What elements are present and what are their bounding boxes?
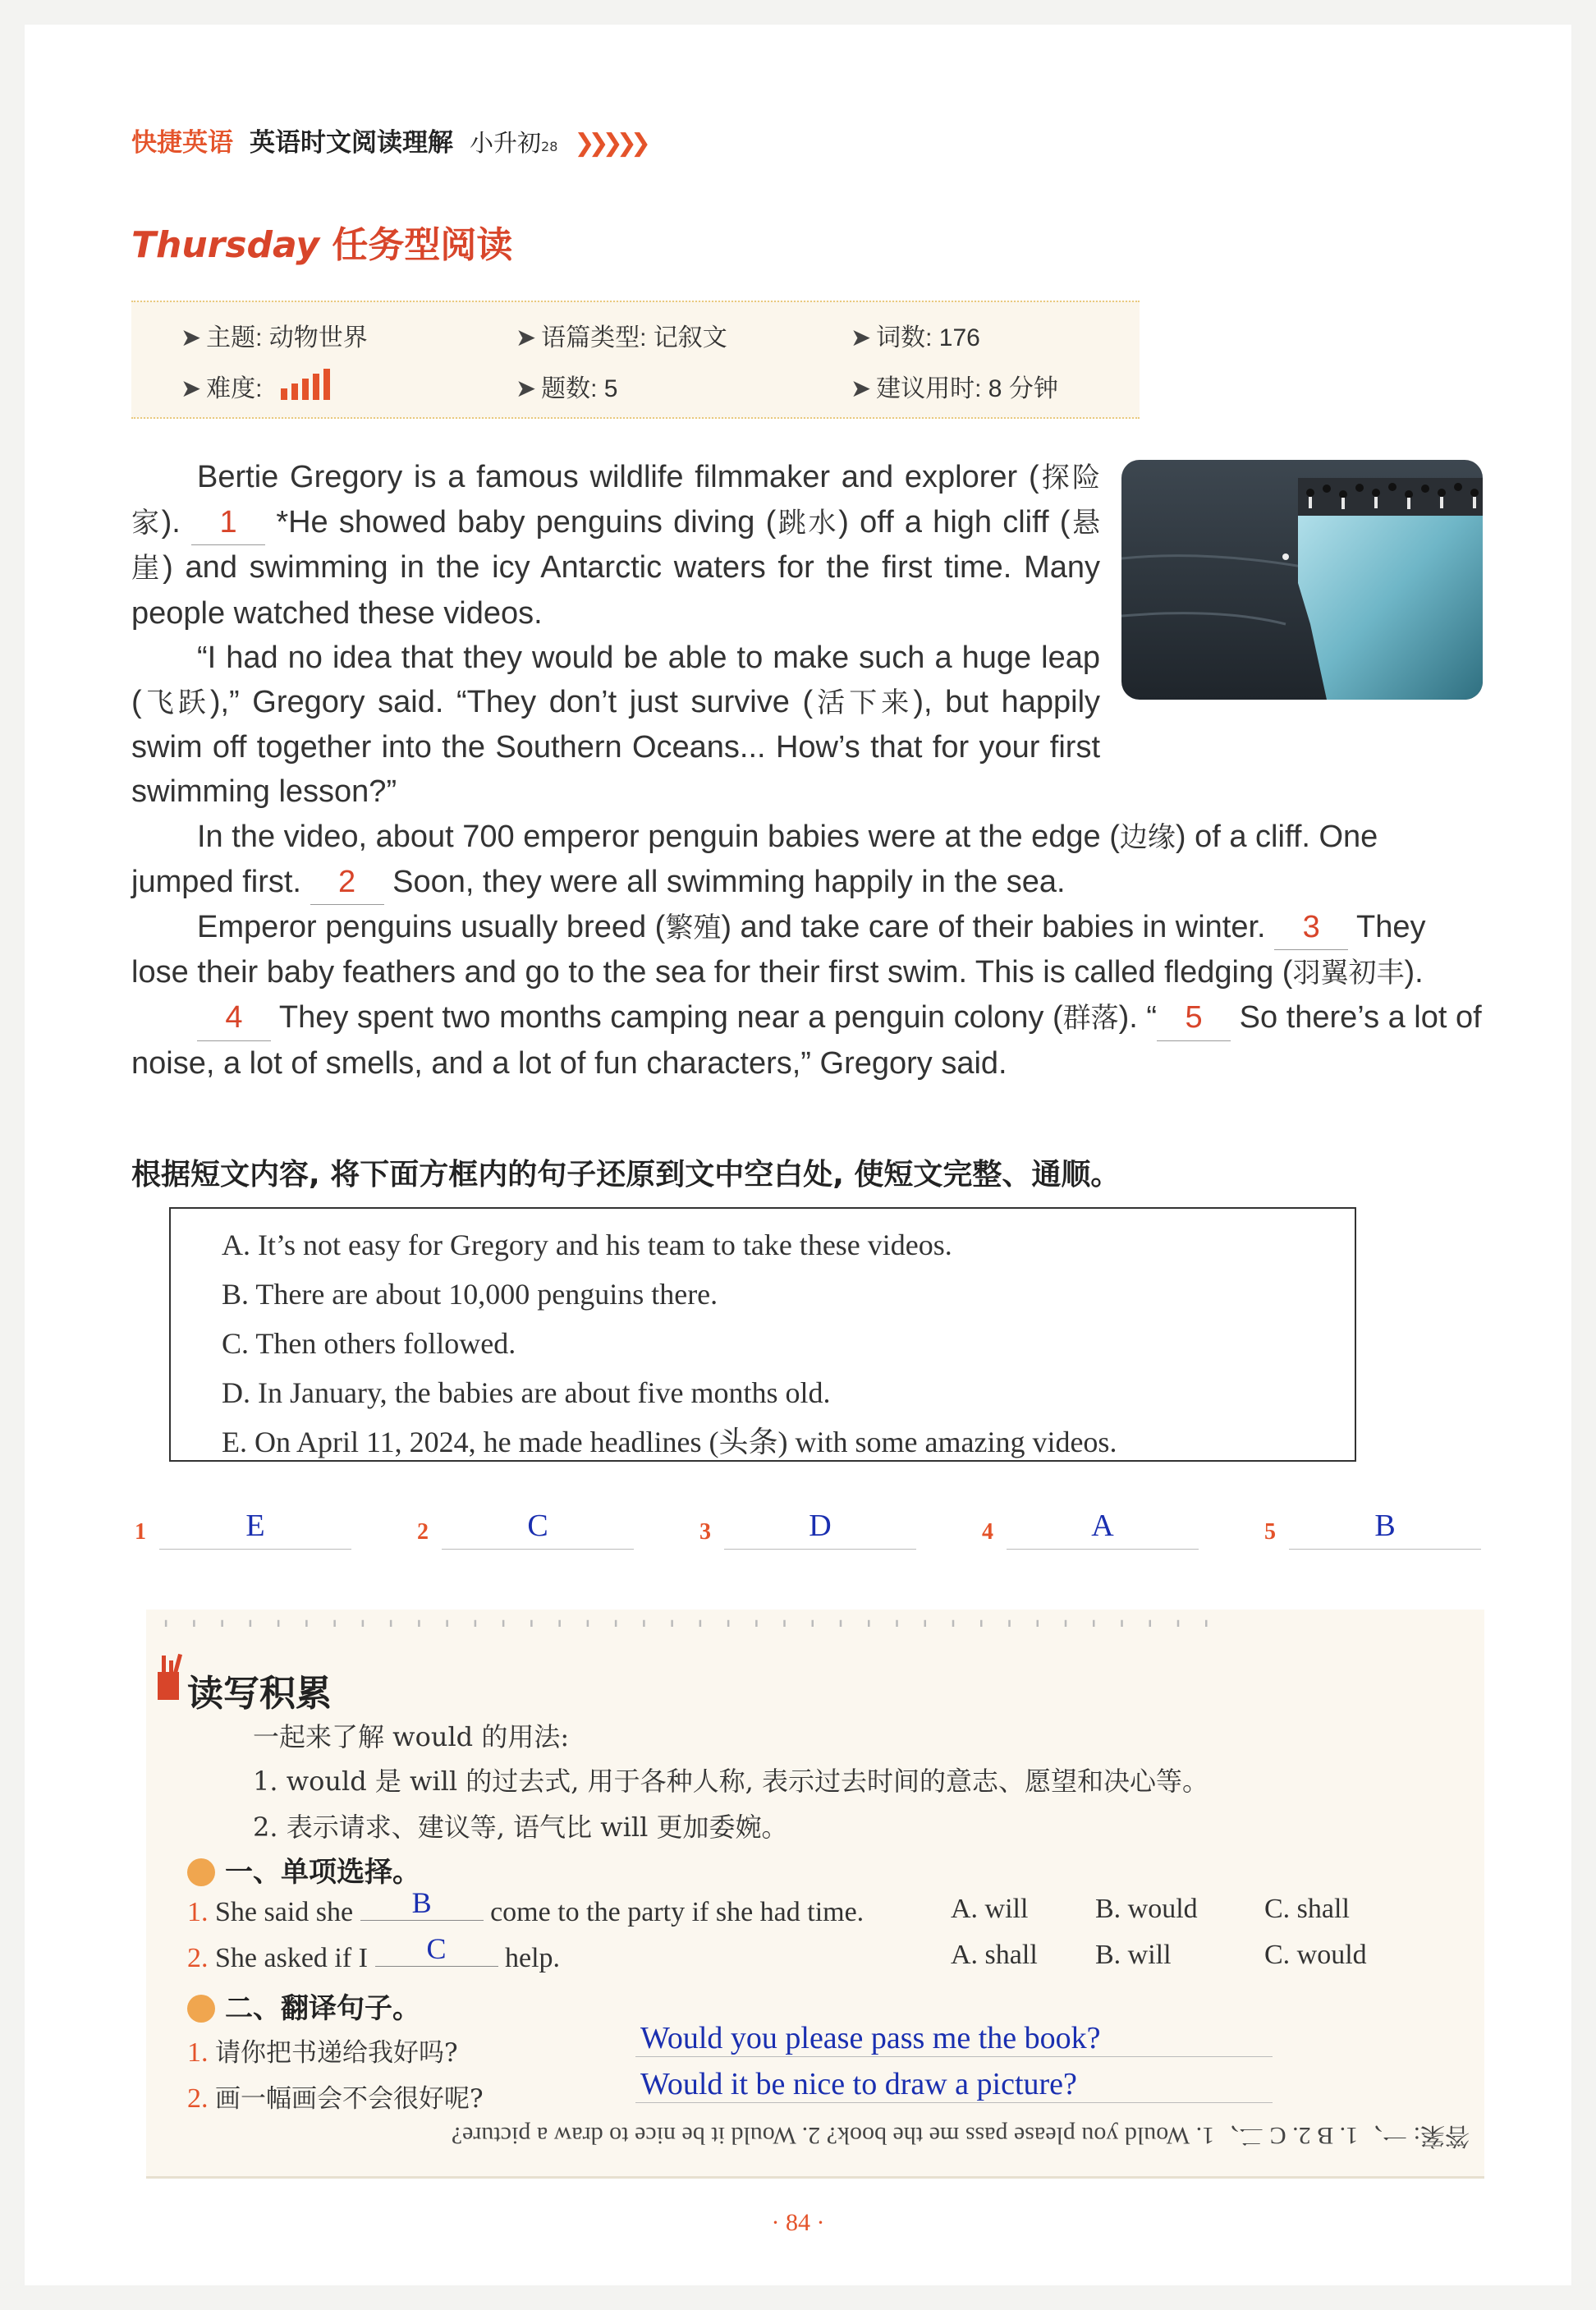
section-title <box>131 215 512 268</box>
translation-question-2: 2. 画一幅画会不会很好呢? <box>187 2083 484 2114</box>
answer-row: 1 E 2 C 3 D 4 A 5 B <box>0 1503 1596 1552</box>
decorative-ticks: '''''''''''''''''''''''''''''''''''''' <box>163 1616 1231 1645</box>
page-header <box>131 122 644 158</box>
blank-3: 3 <box>1274 905 1348 950</box>
info-topic: ➤ 主题: 动物世界 <box>181 324 368 351</box>
page-number: · 84 · <box>771 2209 825 2236</box>
blank-1: 1 <box>191 500 265 545</box>
mc-option-2a: A. shall <box>951 1940 1038 1970</box>
translation-answer-2[interactable]: Would it be nice to draw a picture? <box>635 2066 1273 2103</box>
task-instruction: 根据短文内容, 将下面方框内的句子还原到文中空白处, 使短文完整、通顺。 <box>131 1158 1121 1192</box>
paragraph-5: 4 They spent two months camping near a penguin colony (群落). “ 5 So there’s a lot of noise, a lot of smells, and a lot of fun characters,” Gregory said. <box>131 995 1483 1085</box>
brand-name: 快捷英语 <box>131 128 233 158</box>
part-1-heading: 一、单项选择。 <box>187 1849 420 1890</box>
usage-rule-2: 2. 表示请求、建议等, 语气比 will 更加委婉。 <box>253 1812 788 1843</box>
options-box <box>169 1207 1356 1462</box>
pen-icon <box>187 1995 215 2023</box>
usage-rule-1: 1. would 是 will 的过去式, 用于各种人称, 表示过去时间的意志、愿望和决心等。 <box>253 1766 1208 1797</box>
paragraph-3: In the video, about 700 emperor penguin babies were at the edge (边缘) of a cliff. One jumped first. 2 Soon, they were all swimming happily in the sea. <box>131 815 1483 905</box>
option-a: A. It’s not easy for Gregory and his team to take these videos. <box>222 1228 952 1261</box>
info-genre: ➤ 语篇类型: 记叙文 <box>516 324 727 351</box>
info-words: ➤ 词数: 176 <box>851 324 980 351</box>
arrows-icon: ❯❯❯❯❯ <box>574 129 645 158</box>
option-b: B. There are about 10,000 penguins there. <box>222 1278 718 1311</box>
difficulty-bars <box>281 369 330 400</box>
book-title: 英语时文阅读理解 <box>250 128 453 158</box>
mc-option-2c: C. would <box>1264 1940 1367 1970</box>
mc-option-1c: C. shall <box>1264 1894 1350 1924</box>
paragraph-4: Emperor penguins usually breed (繁殖) and take care of their babies in winter. 3 They lose their baby feathers and go to the sea for their first swim. This is called fledging (羽翼初丰). <box>131 905 1483 995</box>
option-c: C. Then others followed. <box>222 1327 516 1360</box>
info-difficulty: ➤ 难度: <box>181 368 330 404</box>
reading-passage <box>131 455 1483 1086</box>
blank-2: 2 <box>310 860 384 905</box>
paragraph-1: Bertie Gregory is a famous wildlife filmmaker and explorer (探险家). 1 *He showed baby penguins diving (跳水) off a high cliff (悬崖) and swimming in the icy Antarctic waters for the first time. Many people watched these videos. <box>131 460 1101 631</box>
pencil-cup-icon <box>154 1652 187 1702</box>
mc-question-2: 2. She asked if I C help. <box>187 1932 561 1973</box>
paragraph-2: “I had no idea that they would be able to make such a huge leap (飞跃),” Gregory said. “They don’t just survive (活下来), but happily swim off together into the Southern Oceans... How’s that for your first swimming lesson?” <box>131 640 1101 810</box>
pen-icon <box>187 1858 215 1886</box>
section-type: 任务型阅读 <box>332 224 513 266</box>
mc-question-1: 1. She said she B come to the party if she had time. <box>187 1886 864 1927</box>
info-time: ➤ 建议用时: 8 分钟 <box>851 375 1058 402</box>
info-questions: ➤ 题数: 5 <box>516 375 618 402</box>
mc-answer-1[interactable]: B <box>360 1885 484 1921</box>
blank-4: 4 <box>197 995 271 1040</box>
info-panel <box>131 301 1140 419</box>
mc-option-1b: B. would <box>1095 1894 1198 1924</box>
option-d: D. In January, the babies are about five months old. <box>222 1376 831 1409</box>
grade-label: 小升初28 <box>470 129 558 157</box>
mc-option-2b: B. will <box>1095 1940 1172 1970</box>
part-2-heading: 二、翻译句子。 <box>187 1986 420 2026</box>
mc-answer-2[interactable]: C <box>375 1931 498 1967</box>
option-e: E. On April 11, 2024, he made headlines (头条) with some amazing videos. <box>222 1426 1117 1458</box>
blank-5: 5 <box>1157 995 1231 1040</box>
usage-intro: 一起来了解 would 的用法: <box>253 1721 570 1752</box>
accumulation-panel <box>146 1610 1484 2179</box>
translation-question-1: 1. 请你把书递给我好吗? <box>187 2037 458 2068</box>
mc-option-1a: A. will <box>951 1894 1029 1924</box>
translation-answer-1[interactable]: Would you please pass me the book? <box>635 2020 1273 2057</box>
answer-key-upside-down: 答案: 一、1. B 2. C 二、1. Would you please pass me the book? 2. Would it be nice to draw a picture? <box>451 2122 1470 2149</box>
accumulation-title: 读写积累 <box>187 1673 332 1715</box>
section-day: Thursday <box>131 224 320 266</box>
